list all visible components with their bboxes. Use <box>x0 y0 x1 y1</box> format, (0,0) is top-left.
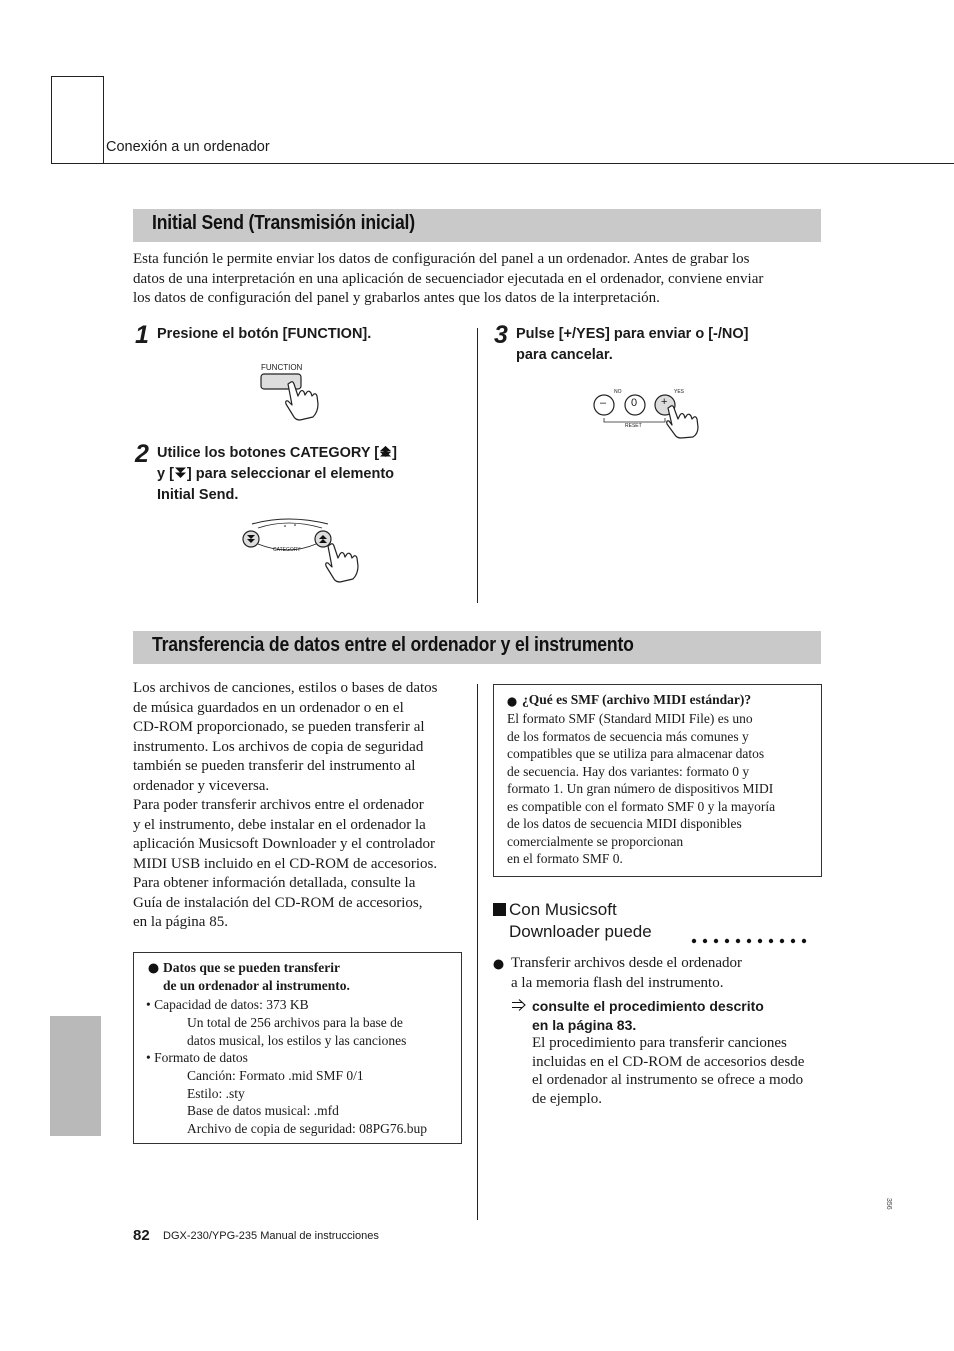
smf-line: es compatible con el formato SMF 0 y la mayoría <box>507 798 776 814</box>
step-number: 2 <box>135 440 149 468</box>
smf-line: de los formatos de secuencia más comunes y <box>507 728 749 744</box>
smf-line: de secuencia. Hay dos variantes: formato 0 y <box>507 763 750 779</box>
step-number: 3 <box>494 321 508 349</box>
section-title: Transferencia de datos entre el ordenador y el instrumento <box>152 634 634 656</box>
yes-label: YES <box>674 389 685 395</box>
bullet-icon <box>493 957 504 975</box>
step2-text-b: ] <box>392 445 397 461</box>
step2-line1 <box>157 443 457 464</box>
data-box-title-line: Datos que se pueden transferir <box>163 960 340 975</box>
musicsoft-detail-line: de ejemplo. <box>532 1090 602 1107</box>
step-text <box>157 443 457 506</box>
body-line: CD-ROM proporcionado, se pueden transferir al <box>133 719 425 735</box>
format-label: • Formato de datos <box>146 1050 248 1065</box>
data-box-title <box>163 959 350 994</box>
step2-text-d: ] para seleccionar el elemento <box>186 466 395 482</box>
smf-line: de los datos de secuencia MIDI disponibles <box>507 816 742 831</box>
category-down-icon <box>174 466 187 482</box>
smf-line: El formato SMF (Standard MIDI File) es uno <box>507 711 753 726</box>
yes-no-buttons-figure <box>588 386 718 438</box>
transferable-data-box <box>133 952 462 1144</box>
format-item: Canción: Formato .mid SMF 0/1 <box>187 1068 364 1083</box>
body-line: Guía de instalación del CD-ROM de accesorios, <box>133 894 423 911</box>
chapter-thumb-tab <box>50 1016 101 1136</box>
step3-line: para cancelar. <box>516 347 613 363</box>
intro-line: datos de una interpretación en una aplicación de secuenciador ejecutada en el ordenador, conviene enviar <box>133 270 764 287</box>
zero-label: 0 <box>631 397 638 409</box>
square-bullet-icon <box>493 903 507 922</box>
musicsoft-heading-line: Downloader puede <box>509 922 652 941</box>
musicsoft-detail-line: el ordenador al instrumento se ofrece a modo <box>532 1072 804 1088</box>
smf-box-title: ¿Qué es SMF (archivo MIDI estándar)? <box>522 692 752 707</box>
step2-text-c: y [ <box>157 466 174 482</box>
bullet-icon <box>148 961 159 979</box>
format-list <box>187 1067 427 1137</box>
yes-no-buttons-drawing <box>588 386 718 438</box>
body-line: MIDI USB incluido en el CD-ROM de accesorios. <box>133 855 438 872</box>
side-code-mark <box>878 1196 890 1219</box>
data-box-title-line: de un ordenador al instrumento. <box>163 977 350 993</box>
smf-box-body <box>507 710 775 868</box>
body-line: también se pueden transferir del instrumento al <box>133 758 416 774</box>
step2-line3: Initial Send. <box>157 487 239 503</box>
page-reference <box>532 997 764 1034</box>
musicsoft-heading <box>509 899 652 943</box>
plus-label: + <box>661 396 668 408</box>
function-label: FUNCTION <box>261 363 303 372</box>
format-item: Base de datos musical: .mfd <box>187 1103 339 1118</box>
dot-leader <box>691 932 816 950</box>
step2-text-a: Utilice los botones CATEGORY [ <box>157 445 380 461</box>
step-text <box>516 324 748 366</box>
musicsoft-detail-line: incluidas en el CD-ROM de accesorios desde <box>532 1053 805 1070</box>
smf-line: formato 1. Un gran número de dispositivos MIDI <box>507 781 774 796</box>
step3-line: Pulse [+/YES] para enviar o [-/NO] <box>516 326 749 342</box>
body-line: en la página 85. <box>133 914 228 930</box>
musicsoft-bullet-text <box>511 954 742 993</box>
header-rule <box>51 163 954 164</box>
body-line: Para obtener información detallada, consulte la <box>133 875 416 891</box>
musicsoft-detail <box>532 1034 804 1108</box>
step-text: Presione el botón [FUNCTION]. <box>157 326 372 342</box>
intro-line: los datos de configuración del panel y grabarlos antes que los datos de la interpretación. <box>133 290 660 306</box>
format-item: Archivo de copia de seguridad: 08PG76.bup <box>187 1120 427 1136</box>
page-reference-line: consulte el procedimiento descrito <box>532 998 764 1014</box>
page-reference-line: en la página 83. <box>532 1016 637 1033</box>
capacity-detail-line: datos musical, los estilos y las canciones <box>187 1032 407 1048</box>
category-label: CATEGORY <box>273 547 301 553</box>
category-buttons-figure <box>238 518 363 584</box>
musicsoft-bullet-line: a la memoria flash del instrumento. <box>511 974 724 991</box>
intro-paragraph <box>133 250 823 309</box>
smf-line: en el formato SMF 0. <box>507 851 623 866</box>
section-title: Initial Send (Transmisión inicial) <box>152 212 415 234</box>
capacity-label: • Capacidad de datos: 373 KB <box>146 997 309 1012</box>
step-number: 1 <box>135 321 149 349</box>
manual-title: DGX-230/YPG-235 Manual de instrucciones <box>163 1230 379 1242</box>
capacity-detail-line: Un total de 256 archivos para la base de <box>187 1015 403 1030</box>
transfer-body <box>133 679 473 933</box>
intro-line: Esta función le permite enviar los datos de configuración del panel a un ordenador. Antes de grabar los <box>133 251 750 267</box>
smf-line: comercialmente se proporcionan <box>507 833 684 849</box>
capacity-detail <box>187 1014 406 1049</box>
section-title-bar-initial-send <box>133 209 821 242</box>
body-line: y el instrumento, debe instalar en el ordenador la <box>133 816 426 833</box>
body-line: Los archivos de canciones, estilos o bases de datos <box>133 680 438 696</box>
body-line: de música guardados en un ordenador o en el <box>133 699 404 716</box>
minus-label: – <box>600 397 607 409</box>
body-line: ordenador y viceversa. <box>133 777 270 794</box>
body-line: instrumento. Los archivos de copia de seguridad <box>133 738 424 755</box>
right-arrow-icon <box>511 998 527 1016</box>
smf-line: compatibles que se utiliza para almacenar datos <box>507 746 765 761</box>
format-item: Estilo: .sty <box>187 1085 245 1101</box>
musicsoft-detail-line: El procedimiento para transferir canciones <box>532 1035 787 1051</box>
running-header: Conexión a un ordenador <box>106 139 270 155</box>
function-button-figure <box>255 362 330 424</box>
body-line: aplicación Musicsoft Downloader y el controlador <box>133 836 435 852</box>
page-number: 82 <box>133 1227 150 1244</box>
column-divider <box>477 684 478 1220</box>
column-divider <box>477 328 478 603</box>
category-up-icon <box>379 445 392 461</box>
body-line: Para poder transferir archivos entre el ordenador <box>133 797 424 813</box>
musicsoft-heading-line: Con Musicsoft <box>509 900 617 919</box>
reset-label: RESET <box>625 423 642 429</box>
section-title-bar-transfer <box>133 631 821 664</box>
svg-text:356: 356 <box>885 1198 892 1210</box>
header-tab-box <box>51 76 104 164</box>
no-label: NO <box>614 389 622 395</box>
smf-info-box <box>493 684 822 877</box>
musicsoft-bullet-line: Transferir archivos desde el ordenador <box>511 955 743 971</box>
step2-line2 <box>157 464 457 485</box>
